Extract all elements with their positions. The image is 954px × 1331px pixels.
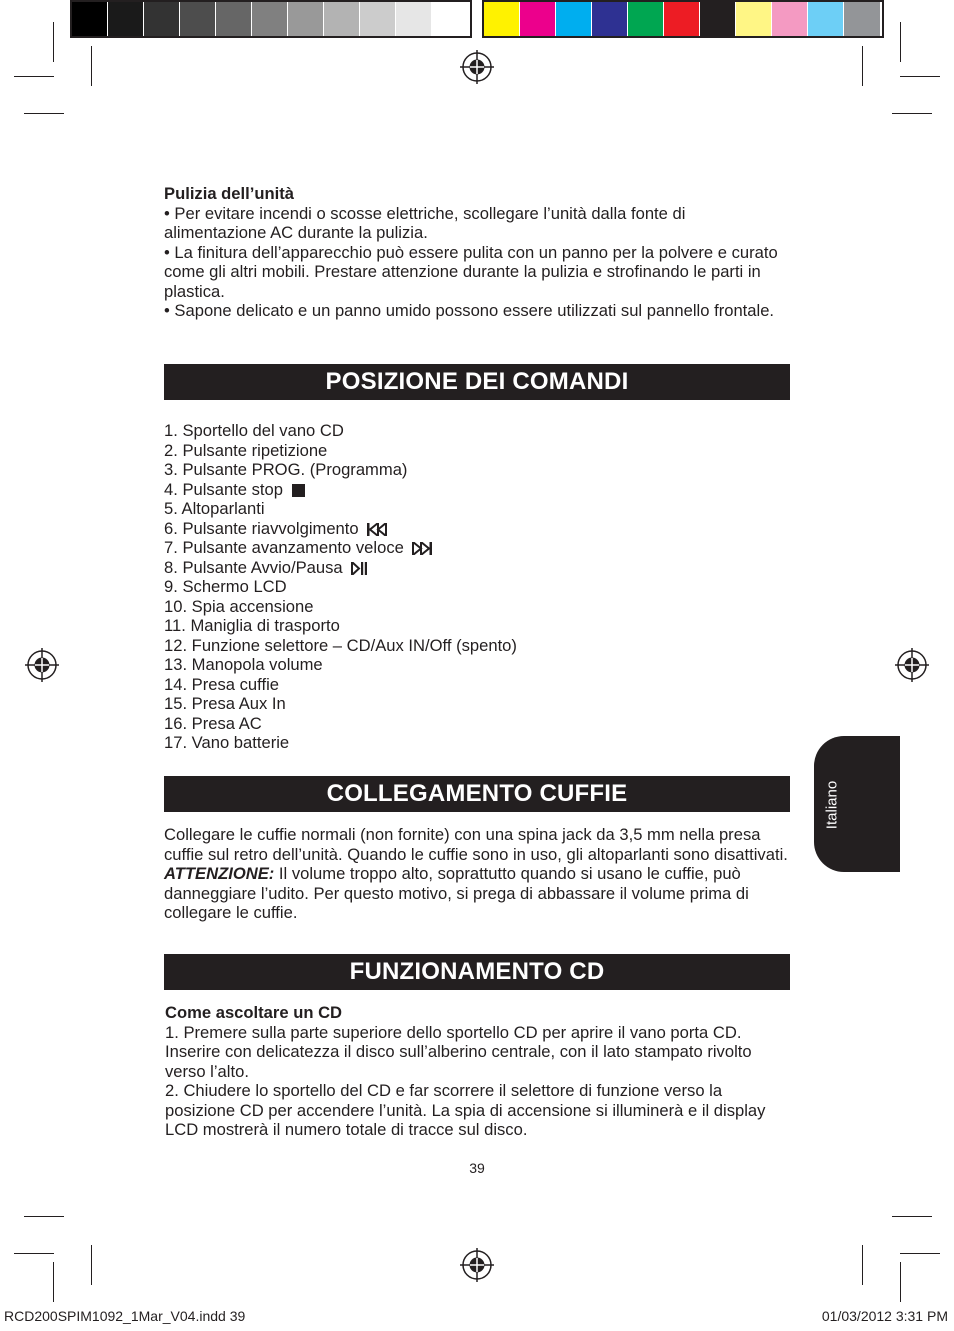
warning-text: Il volume troppo alto, soprattutto quando si usano le cuffie, può danneggiare l’udito. Per questo motivo, si prega di abbassare il volume prima di collegare le cuffie. [164,864,749,922]
color-swatch [396,2,432,36]
list-item-text: 5. Altoparlanti [164,499,265,518]
list-item [164,636,517,656]
list-item [164,499,517,519]
color-swatch [484,2,520,36]
color-swatch [556,2,592,36]
file-slug: RCD200SPIM1092_1Mar_V04.indd 39 [4,1308,246,1324]
color-swatch [72,2,108,36]
crop-mark [900,1262,901,1302]
stop-icon [292,484,305,497]
list-item-text: 2. Pulsante ripetizione [164,440,328,460]
color-swatch [808,2,844,36]
controls-banner: POSIZIONE DEI COMANDI [164,364,790,400]
cleaning-heading: Pulizia dell’unità [164,184,295,203]
color-swatch [108,2,144,36]
fast-forward-icon [412,542,432,555]
list-item-text: 16. Presa AC [164,713,262,733]
crop-mark [53,22,54,62]
list-item [164,694,517,714]
list-item [164,616,517,636]
cleaning-section [164,184,790,321]
headphones-banner: COLLEGAMENTO CUFFIE [164,776,790,812]
list-item [164,597,517,617]
language-tab-label: Italiano [823,780,841,830]
list-item-text: 4. Pulsante stop [164,479,284,499]
crop-mark [91,1245,92,1285]
crop-mark [24,113,64,114]
registration-mark-icon [460,1248,494,1282]
list-item [164,675,517,695]
color-swatch [736,2,772,36]
color-swatch [844,2,880,36]
list-item-text: 7. Pulsante avanzamento veloce [164,538,404,557]
headphones-section [164,825,790,923]
cd-section [165,1003,795,1140]
crop-mark [900,22,901,62]
list-item-text: 1. Sportello del vano CD [164,421,344,440]
registration-mark-icon [25,648,59,682]
cd-step: 2. Chiudere lo sportello del CD e far scorrere il selettore di funzione verso la posizione CD per accendere l’unità. La spia di accensione si illuminerà e il display LCD mostrerà il numero totale di tracce sul disco. [165,1081,766,1139]
list-item [164,421,517,441]
list-item-text: 12. Funzione selettore – CD/Aux IN/Off (spento) [164,635,517,655]
color-swatch [700,2,736,36]
crop-mark [892,113,932,114]
color-swatch [216,2,252,36]
list-item [164,733,517,753]
process-color-bar [482,0,884,38]
cleaning-paragraph: • Per evitare incendi o scosse elettriche, scollegare l’unità dalla fonte di alimentazione AC durante la pulizia. [164,203,686,242]
crop-mark [14,76,54,77]
color-swatch [772,2,808,36]
crop-mark [862,46,863,86]
list-item-text: 17. Vano batterie [164,733,290,752]
color-swatch [628,2,664,36]
color-swatch [592,2,628,36]
registration-mark-icon [460,50,494,84]
list-item [164,577,517,597]
color-swatch [360,2,396,36]
grayscale-color-bar [70,0,472,38]
crop-mark [91,46,92,86]
list-item [164,441,517,461]
controls-list [164,421,517,753]
list-item-text: 6. Pulsante riavvolgimento [164,518,359,538]
color-swatch [252,2,288,36]
list-item-text: 15. Presa Aux In [164,694,286,713]
list-item [164,655,517,675]
list-item [164,714,517,734]
crop-mark [14,1253,54,1254]
color-swatch [432,2,468,36]
headphones-paragraph: Collegare le cuffie normali (non fornite) con una spina jack da 3,5 mm nella presa cuffie sul retro dell’unità. Quando le cuffie sono in uso, gli altoparlanti sono disattivati. [164,825,788,864]
registration-mark-icon [895,648,929,682]
cleaning-paragraph: • Sapone delicato e un panno umido possono essere utilizzati sul pannello frontale. [164,301,775,320]
crop-mark [900,1253,940,1254]
color-swatch [324,2,360,36]
color-swatch [288,2,324,36]
list-item-text: 9. Schermo LCD [164,577,287,596]
crop-mark [24,1216,64,1217]
date-slug: 01/03/2012 3:31 PM [821,1308,948,1324]
list-item-text: 10. Spia accensione [164,596,314,616]
list-item [164,558,517,578]
crop-mark [53,1262,54,1302]
list-item-text: 14. Presa cuffie [164,674,279,694]
crop-mark [862,1245,863,1285]
list-item-text: 13. Manopola volume [164,655,323,674]
list-item-text: 8. Pulsante Avvio/Pausa [164,557,343,577]
color-swatch [664,2,700,36]
rewind-icon [367,523,387,536]
page-number: 39 [469,1160,485,1176]
color-swatch [144,2,180,36]
list-item [164,460,517,480]
cleaning-paragraph: • La finitura dell’apparecchio può essere pulita con un panno per la polvere e curato come gli altri mobili. Prestare attenzione durante la pulizia e strofinando le parti in plastica. [164,242,778,301]
list-item-text: 11. Maniglia di trasporto [164,616,340,635]
play-pause-icon [351,562,367,575]
cd-step: 1. Premere sulla parte superiore dello sportello CD per aprire il vano porta CD. Inserire con delicatezza il disco sull’alberino centrale, con il lato stampato rivolto verso l’alto. [165,1022,752,1081]
warning-label: ATTENZIONE: [164,864,275,883]
list-item-text: 3. Pulsante PROG. (Programma) [164,460,408,479]
list-item [164,480,517,500]
cd-banner: FUNZIONAMENTO CD [164,954,790,990]
color-swatch [520,2,556,36]
warning-paragraph [164,864,790,923]
crop-mark [900,76,940,77]
list-item [164,538,517,558]
color-swatch [180,2,216,36]
list-item [164,519,517,539]
crop-mark [892,1216,932,1217]
cd-heading: Come ascoltare un CD [165,1003,343,1022]
